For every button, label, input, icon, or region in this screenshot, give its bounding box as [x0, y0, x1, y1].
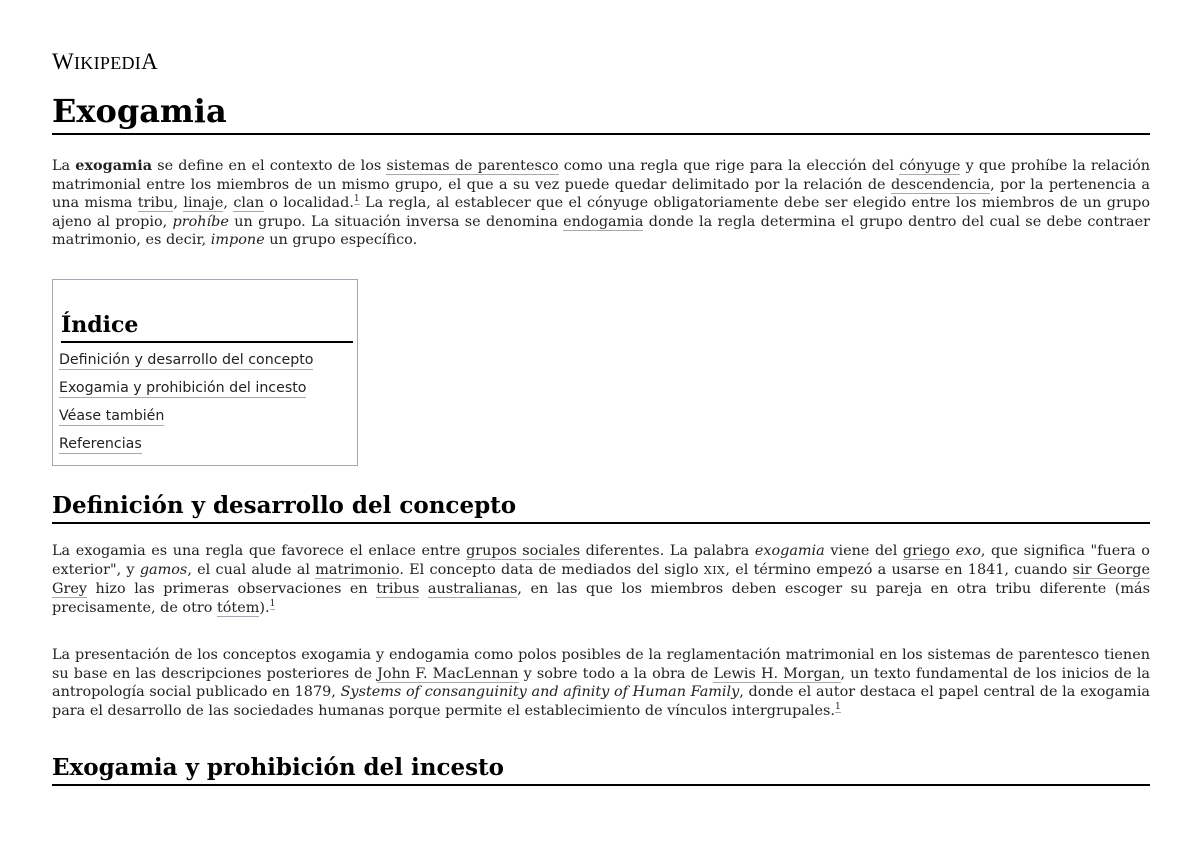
page-title: Exogamia: [52, 91, 1150, 135]
intro-paragraph: [52, 157, 1150, 250]
link-australianas[interactable]: australianas: [427, 581, 518, 597]
definition-paragraph-2: [52, 646, 1150, 720]
reference-sup: [270, 599, 276, 610]
body-text: La exogamia es una regla que favorece el enlace entre: [52, 543, 467, 559]
link-tribu[interactable]: tribu: [137, 195, 174, 211]
body-text: , el término empezó a usarse en 1841, cuando: [725, 561, 1073, 578]
body-text: ).: [259, 599, 270, 616]
body-italic: exogamia: [754, 543, 825, 559]
link-sir-george-grey[interactable]: sir George Grey: [52, 561, 1151, 597]
body-text: viene del: [824, 543, 903, 559]
toc-item-exogamia-incesto[interactable]: Exogamia y prohibición del incesto: [59, 380, 307, 396]
intro-text: se define en el contexto de los: [152, 158, 387, 174]
link-descendencia[interactable]: descendencia: [890, 176, 991, 193]
link-grupos-sociales[interactable]: grupos sociales: [466, 543, 581, 559]
section-heading-exogamia-incesto: Exogamia y prohibición del incesto: [52, 752, 1150, 786]
link-matrimonio[interactable]: matrimonio: [315, 561, 400, 578]
link-clan[interactable]: clan: [233, 195, 264, 211]
link-griego[interactable]: griego: [902, 543, 950, 559]
link-sistemas-de-parentesco[interactable]: sistemas de parentesco: [386, 158, 559, 174]
intro-text: como una regla que rige para la elección del: [558, 158, 900, 174]
intro-text: ,: [223, 195, 234, 211]
intro-text: un grupo específico.: [264, 232, 418, 248]
intro-text: un grupo. La situación inversa se denomina: [228, 213, 564, 230]
body-text: , un texto fundamental de los inicios de la antropología social publicado en 1879,: [52, 665, 1151, 700]
section-heading-definicion: Definición y desarrollo del concepto: [52, 490, 1150, 524]
definition-paragraph-1: [52, 542, 1150, 617]
body-text: diferentes. La palabra: [580, 543, 755, 559]
body-text: hizo las primeras observaciones en: [87, 581, 377, 597]
table-of-contents: [52, 279, 358, 466]
intro-italic: prohíbe: [172, 213, 229, 230]
reference-link[interactable]: 1: [835, 701, 841, 712]
intro-italic: impone: [210, 232, 265, 248]
link-lewis-h-morgan[interactable]: Lewis H. Morgan: [713, 665, 841, 682]
reference-link[interactable]: 1: [353, 194, 360, 205]
intro-text: donde la regla determina el grupo dentro del cual se debe contraer matrimonio, es decir,: [52, 213, 1150, 248]
intro-text: , por la pertenencia a una misma: [52, 176, 1151, 211]
wikipedia-wordmark[interactable]: [52, 49, 158, 75]
link-linaje[interactable]: linaje: [183, 195, 224, 211]
body-text: La presentación de los conceptos exogamia y endogamia como polos posibles de la reglamentación matrimonial en los sistemas de parentesco tienen su base en las descripciones posteriores de: [52, 647, 1150, 682]
intro-text: y que prohíbe la relación matrimonial entre los miembros de un mismo grupo, el que a su vez puede quedar delimitado por la relación de: [52, 158, 1151, 193]
toc-item-definicion[interactable]: Definición y desarrollo del concepto: [59, 352, 314, 368]
body-text: , que significa "fuera o exterior", y: [52, 543, 1150, 578]
intro-text: La: [52, 158, 76, 174]
link-endogamia[interactable]: endogamia: [563, 213, 644, 230]
toc-title: Índice: [61, 309, 353, 343]
body-text: [419, 581, 428, 597]
intro-bold-term: exogamia: [75, 157, 153, 174]
body-text: . El concepto data de mediados del siglo: [399, 561, 704, 578]
reference-sup: [835, 702, 841, 713]
link-totem[interactable]: tótem: [216, 599, 260, 616]
link-tribus[interactable]: tribus: [376, 581, 420, 597]
wordmark-w: W: [52, 49, 75, 74]
link-conyuge[interactable]: cónyuge: [899, 158, 961, 174]
toc-item-vease-tambien[interactable]: Véase también: [59, 408, 165, 424]
wordmark-ikipedi: IKIPEDI: [74, 53, 142, 73]
intro-text: La regla, al establecer que el cónyuge obligatoriamente debe ser elegido entre los miembros de un grupo ajeno al propio,: [52, 195, 1150, 230]
body-text: y sobre todo a la obra de: [518, 665, 714, 682]
body-italic: gamos: [139, 561, 188, 578]
wordmark-a: A: [141, 49, 159, 74]
body-text: , en las que los miembros deben escoger su pareja en otra tribu diferente (más precisamente, de otro: [52, 581, 1150, 616]
body-text: , el cual alude al: [187, 561, 316, 578]
reference-link[interactable]: 1: [269, 598, 276, 609]
toc-item-referencias[interactable]: Referencias: [59, 436, 142, 452]
intro-text: ,: [173, 195, 184, 211]
link-john-f-maclennan[interactable]: John F. MacLennan: [377, 665, 519, 682]
century-roman-numeral: XIX: [703, 563, 726, 577]
body-italic: exo: [955, 543, 981, 559]
book-title-italic: Systems of consanguinity and afinity of Human Family: [340, 684, 740, 700]
body-text: , donde el autor destaca el papel central de la exogamia para el desarrollo de las sociedades humanas porque permite el establecimiento de vínculos intergrupales.: [52, 684, 1150, 719]
intro-text: o localidad.: [263, 195, 354, 211]
